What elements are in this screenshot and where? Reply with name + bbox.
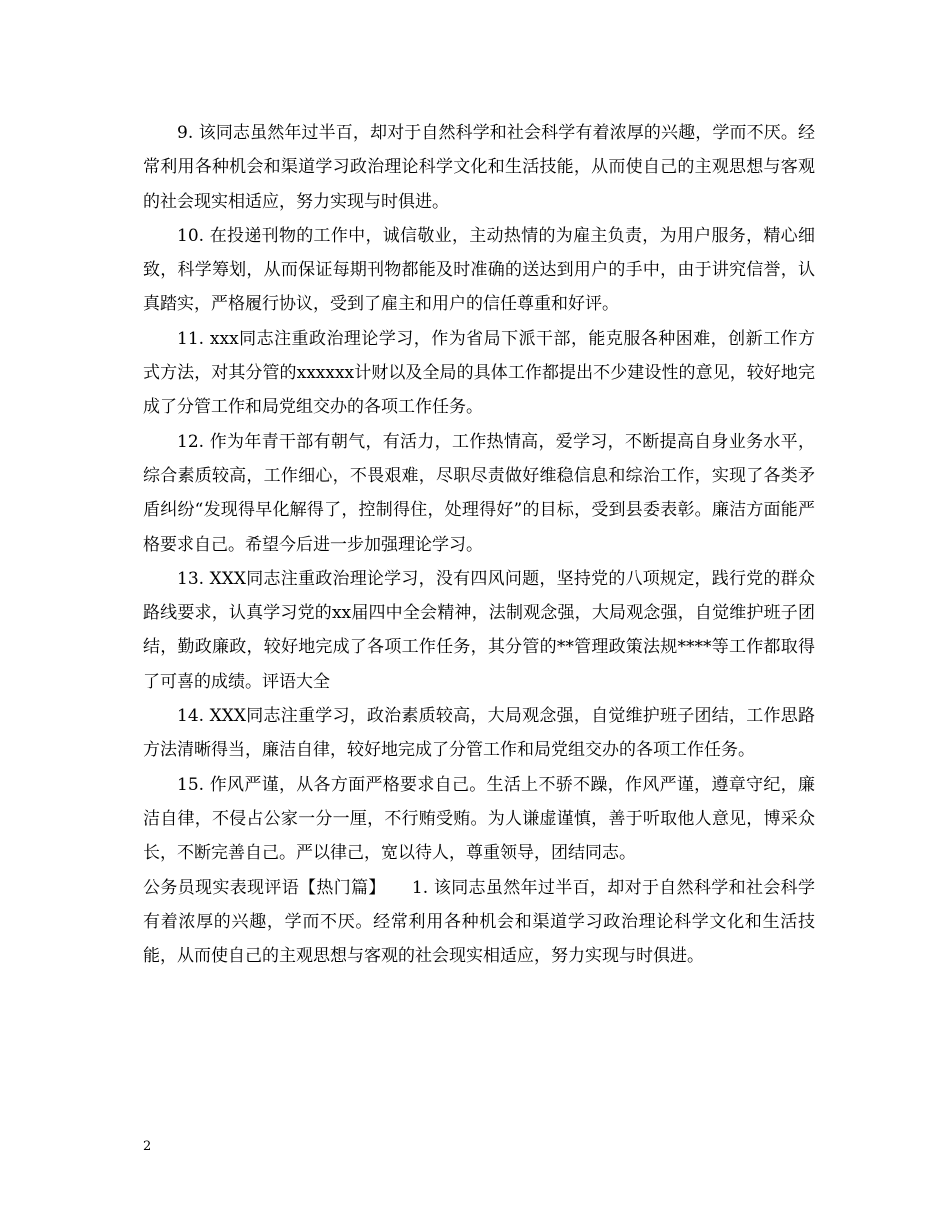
paragraph-14: 14. XXX同志注重学习，政治素质较高，大局观念强，自觉维护班子团结，工作思路方法清晰得当，廉洁自律，较好地完成了分管工作和局党组交办的各项工作任务。 (143, 706, 815, 761)
paragraph-10: 10. 在投递刊物的工作中，诚信敬业，主动热情的为雇主负责，为用户服务，精心细致，科学筹划，从而保证每期刊物都能及时准确的送达到用户的手中，由于讲究信誉，认真踏实，严格履行协议，受到了雇主和用户的信任尊重和好评。 (143, 225, 815, 315)
paragraph-9: 9. 该同志虽然年过半百，却对于自然科学和社会科学有着浓厚的兴趣，学而不厌。经常利用各种机会和渠道学习政治理论科学文化和生活技能，从而使自己的主观思想与客观的社会现实相适应，努力实现与时俱进。 (143, 123, 815, 212)
paragraph-13: 13. XXX同志注重政治理论学习，没有四风问题，坚持党的八项规定，践行党的群众路线要求，认真学习党的xx届四中全会精神，法制观念强，大局观念强，自觉维护班子团结，勤政廉政，较好地完成了各项工作任务，其分管的**管理政策法规****等工作都取得了可喜的成绩。评语大全 (143, 568, 815, 692)
paragraph-12: 12. 作为年青干部有朝气，有活力，工作热情高，爱学习，不断提高自身业务水平，综合素质较高，工作细心，不畏艰难，尽职尽责做好维稳信息和综治工作，实现了各类矛盾纠纷“发现得早化解得了，控制得住，处理得好”的目标，受到县委表彰。廉洁方面能严格要求自己。希望今后进一步加强理论学习。 (143, 431, 815, 555)
paragraph-11: 11. xxx同志注重政治理论学习，作为省局下派干部，能克服各种困难，创新工作方式方法，对其分管的xxxxxx计财以及全局的具体工作都提出不少建设性的意见，较好地完成了分管工作和局党组交办的各项工作任务。 (143, 328, 815, 418)
document-body (143, 116, 815, 973)
paragraph-15: 15. 作风严谨，从各方面严格要求自己。生活上不骄不躁，作风严谨，遵章守纪，廉洁自律，不侵占公家一分一厘，不行贿受贿。为人谦虚谨慎，善于听取他人意见，博采众长，不断完善自己。严以律己，宽以待人，尊重领导，团结同志。 (143, 774, 815, 864)
page-number: 2 (143, 1139, 152, 1154)
section-heading-paragraph: 公务员现实表现评语【热门篇】 1. 该同志虽然年过半百，却对于自然科学和社会科学有着浓厚的兴趣，学而不厌。经常利用各种机会和渠道学习政治理论科学文化和生活技能，从而使自己的主观思想与客观的社会现实相适应，努力实现与时俱进。 (143, 877, 815, 967)
